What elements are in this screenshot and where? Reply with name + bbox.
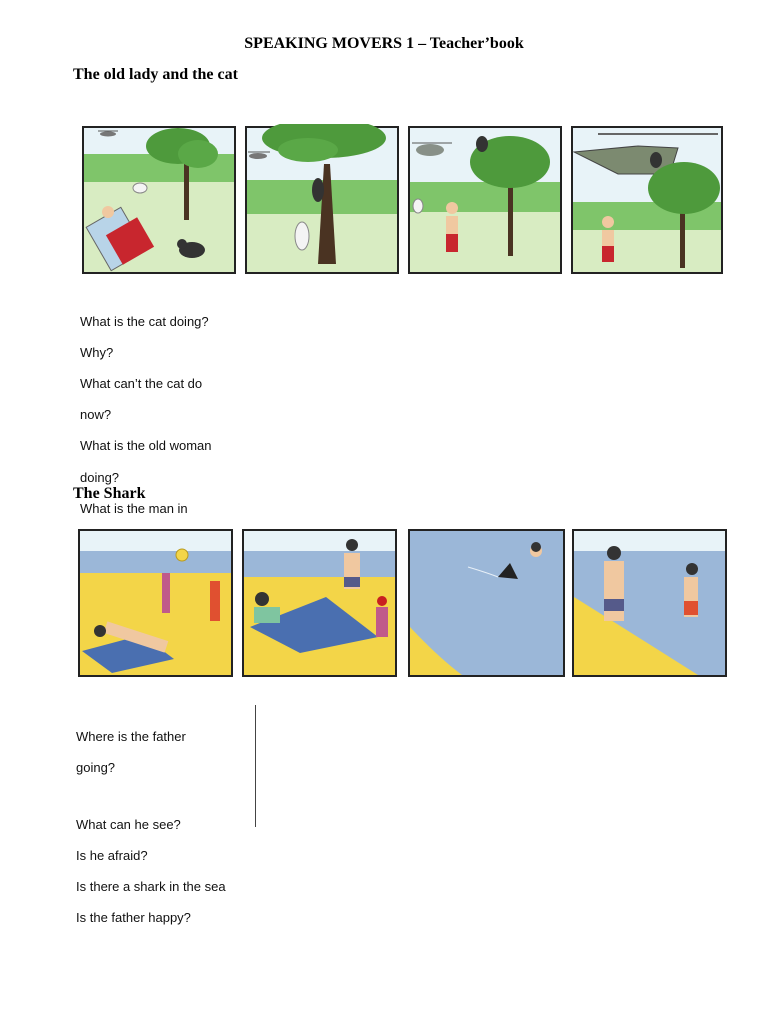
questions-divider: [255, 705, 256, 827]
panel-4-helicopter-rescue: [572, 127, 722, 273]
question-line: now?: [80, 407, 112, 423]
panel-4-father-points: [573, 530, 726, 676]
question-line: Is he afraid?: [76, 847, 148, 863]
panel-2-father-stands: [243, 530, 396, 676]
comic-strip-old-lady-art: [78, 124, 730, 276]
question-line: What is the man in: [80, 500, 188, 516]
question-line: What can he see?: [76, 816, 181, 832]
comic-strip-shark-art: [78, 527, 730, 683]
section-title-shark: The Shark: [73, 485, 146, 502]
panel-1-family-on-beach: [79, 530, 232, 676]
question-line: Why?: [80, 344, 114, 360]
panel-3-shark-swimming: [409, 530, 564, 676]
comic-strip-shark: [78, 527, 730, 683]
question-line: doing?: [80, 469, 120, 485]
question-gap: [76, 791, 226, 801]
page-title: SPEAKING MOVERS 1 – Teacher’book: [244, 35, 524, 52]
question-line: going?: [76, 759, 116, 775]
panel-1-lady-sunbathing: [83, 127, 235, 273]
questions-shark: [76, 713, 226, 941]
section-title-old-lady: The old lady and the cat: [73, 66, 238, 83]
panel-3-cat-in-tree-helicopter: [409, 127, 561, 273]
question-line: What can’t the cat do: [80, 375, 203, 391]
question-line: Where is the father: [76, 728, 186, 744]
question-line: What is the old woman: [80, 438, 212, 454]
question-line: Is there a shark in the sea: [76, 878, 226, 894]
question-line: What is the cat doing?: [80, 313, 209, 329]
comic-strip-old-lady: [78, 124, 730, 276]
question-line: Is the father happy?: [76, 910, 191, 926]
panel-2-cat-climbs-tree: [246, 124, 398, 273]
